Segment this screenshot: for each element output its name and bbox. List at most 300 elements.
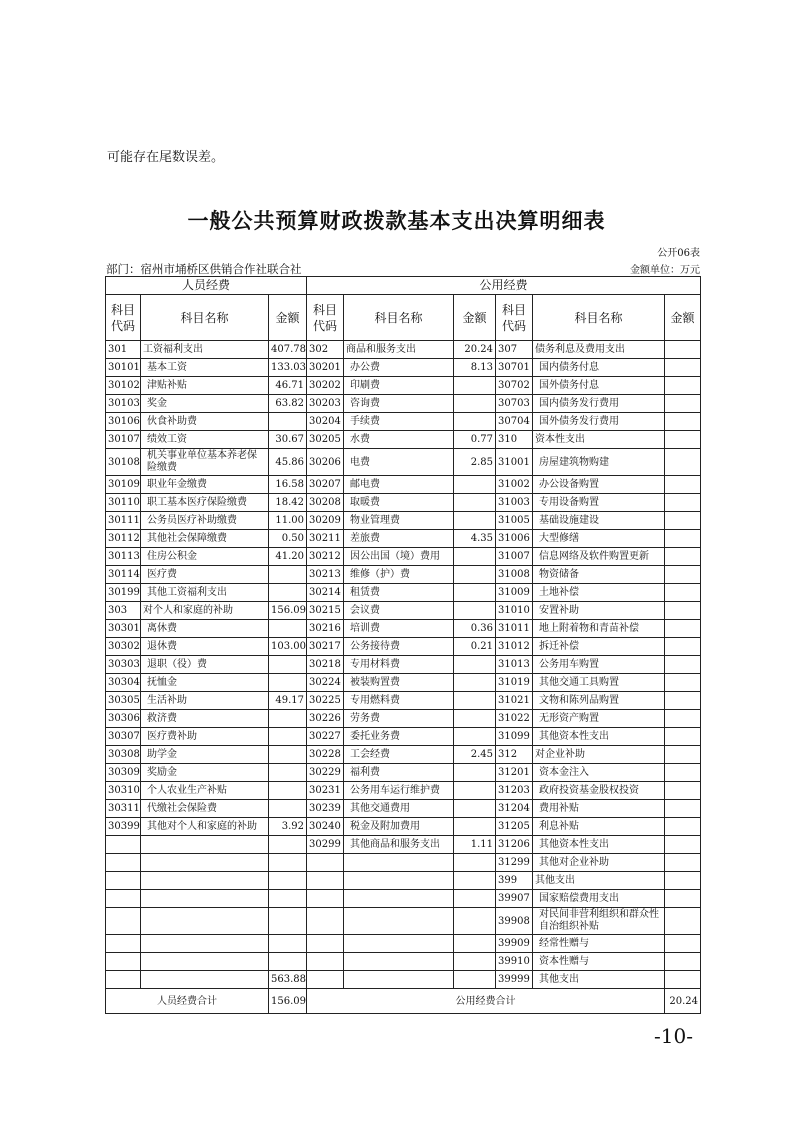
capital-name-cell: 安置补助 [533,602,665,620]
public-name-cell [344,953,454,971]
personnel-code-cell: 30310 [106,782,141,800]
capital-code-cell: 399 [496,872,533,890]
public-code-cell: 30239 [307,800,344,818]
public-name-cell: 商品和服务支出 [344,341,454,359]
capital-code-cell: 30703 [496,395,533,413]
public-amount-cell: 0.77 [454,431,496,449]
public-name-cell: 劳务费 [344,710,454,728]
personnel-name-cell: 伙食补助费 [141,413,269,431]
capital-amount-cell [665,953,701,971]
public-amount-cell [454,512,496,530]
personnel-code-cell: 30301 [106,620,141,638]
personnel-code-cell [106,971,141,989]
capital-code-cell: 31002 [496,476,533,494]
personnel-amount-cell: 18.42 [269,494,307,512]
personnel-total-value: 156.09 [269,989,307,1014]
personnel-name-cell: 对个人和家庭的补助 [141,602,269,620]
capital-name-cell: 专用设备购置 [533,494,665,512]
capital-name-cell: 费用补贴 [533,800,665,818]
public-amount-cell: 0.21 [454,638,496,656]
table-row [106,620,701,638]
public-code-cell: 30240 [307,818,344,836]
public-name-cell: 印刷费 [344,377,454,395]
capital-name-cell: 国家赔偿费用支出 [533,890,665,908]
capital-name-cell: 经常性赠与 [533,935,665,953]
personnel-code-cell [106,872,141,890]
public-code-cell: 30213 [307,566,344,584]
code-header: 科目代码 [496,295,533,341]
capital-name-cell: 拆迁补偿 [533,638,665,656]
capital-code-cell: 31203 [496,782,533,800]
capital-name-cell: 对企业补助 [533,746,665,764]
table-row [106,674,701,692]
public-name-cell: 被装购置费 [344,674,454,692]
unit-label: 金额单位：万元 [630,265,700,276]
public-amount-cell: 1.11 [454,836,496,854]
capital-amount-cell [665,800,701,818]
personnel-code-cell: 30307 [106,728,141,746]
personnel-name-cell: 离休费 [141,620,269,638]
public-code-cell: 30231 [307,782,344,800]
public-code-cell: 30229 [307,764,344,782]
public-code-cell: 30217 [307,638,344,656]
department-label: 部门：宿州市埇桥区供销合作社联合社 [106,262,302,276]
public-total-value: 20.24 [665,989,701,1014]
personnel-amount-cell: 563.88 [269,971,307,989]
capital-amount-cell [665,746,701,764]
personnel-name-cell [141,872,269,890]
capital-amount-cell [665,413,701,431]
total-row [106,989,701,1014]
capital-amount-cell [665,566,701,584]
personnel-name-cell: 基本工资 [141,359,269,377]
public-code-cell [307,953,344,971]
personnel-total-label: 人员经费合计 [106,989,269,1014]
capital-code-cell: 31009 [496,584,533,602]
capital-name-cell: 国内债务付息 [533,359,665,377]
public-amount-cell: 2.85 [454,449,496,476]
capital-amount-cell [665,836,701,854]
public-code-cell: 30216 [307,620,344,638]
personnel-code-cell: 30101 [106,359,141,377]
personnel-code-cell: 30108 [106,449,141,476]
table-row [106,530,701,548]
personnel-code-cell: 30110 [106,494,141,512]
personnel-amount-cell [269,854,307,872]
capital-code-cell: 31006 [496,530,533,548]
public-name-cell [344,935,454,953]
personnel-amount-cell [269,566,307,584]
personnel-amount-cell: 41.20 [269,548,307,566]
personnel-name-cell: 津贴补贴 [141,377,269,395]
public-name-cell: 培训费 [344,620,454,638]
footnote: 可能存在尾数误差。 [107,150,225,165]
public-amount-cell [454,710,496,728]
public-amount-cell [454,953,496,971]
form-code: 公开06表 [657,248,700,259]
public-amount-cell [454,692,496,710]
capital-amount-cell [665,935,701,953]
public-name-cell: 福利费 [344,764,454,782]
personnel-code-cell: 30106 [106,413,141,431]
personnel-amount-cell [269,935,307,953]
personnel-name-cell: 医疗费补助 [141,728,269,746]
capital-amount-cell [665,908,701,935]
personnel-name-cell: 绩效工资 [141,431,269,449]
capital-amount-cell [665,692,701,710]
public-name-cell: 差旅费 [344,530,454,548]
personnel-amount-cell: 3.92 [269,818,307,836]
table-row [106,935,701,953]
capital-amount-cell [665,476,701,494]
personnel-code-cell: 30111 [106,512,141,530]
capital-amount-cell [665,494,701,512]
capital-name-cell: 基础设施建设 [533,512,665,530]
capital-code-cell: 31005 [496,512,533,530]
personnel-name-cell: 生活补助 [141,692,269,710]
personnel-code-cell: 30114 [106,566,141,584]
public-name-cell: 租赁费 [344,584,454,602]
capital-name-cell: 无形资产购置 [533,710,665,728]
capital-name-cell: 国内债务发行费用 [533,395,665,413]
capital-code-cell: 312 [496,746,533,764]
table-row [106,728,701,746]
capital-name-cell: 政府投资基金股权投资 [533,782,665,800]
table-row [106,395,701,413]
public-code-cell: 30208 [307,494,344,512]
public-amount-cell [454,800,496,818]
public-name-cell: 税金及附加费用 [344,818,454,836]
capital-name-cell: 资本性支出 [533,431,665,449]
table-row [106,746,701,764]
public-code-cell: 30214 [307,584,344,602]
table-row [106,692,701,710]
public-amount-cell [454,782,496,800]
capital-name-cell: 债务利息及费用支出 [533,341,665,359]
personnel-code-cell [106,836,141,854]
capital-code-cell: 307 [496,341,533,359]
amount-header: 金额 [269,295,307,341]
public-amount-cell [454,818,496,836]
capital-name-cell: 利息补贴 [533,818,665,836]
personnel-amount-cell [269,782,307,800]
capital-name-cell: 物资储备 [533,566,665,584]
public-name-cell: 办公费 [344,359,454,377]
public-amount-cell: 8.13 [454,359,496,377]
personnel-name-cell: 奖金 [141,395,269,413]
table-row [106,800,701,818]
personnel-name-cell [141,890,269,908]
personnel-amount-cell [269,764,307,782]
public-total-label: 公用经费合计 [307,989,665,1014]
capital-amount-cell [665,602,701,620]
public-amount-cell [454,674,496,692]
personnel-name-cell: 代缴社会保险费 [141,800,269,818]
table-row [106,359,701,377]
public-amount-cell [454,728,496,746]
capital-name-cell: 其他对企业补助 [533,854,665,872]
table-row [106,638,701,656]
public-name-cell: 因公出国（境）费用 [344,548,454,566]
capital-code-cell: 310 [496,431,533,449]
capital-amount-cell [665,854,701,872]
personnel-amount-cell [269,890,307,908]
public-code-cell: 30206 [307,449,344,476]
page-title: 一般公共预算财政拨款基本支出决算明细表 [187,208,606,233]
personnel-amount-cell: 0.50 [269,530,307,548]
personnel-code-cell: 30311 [106,800,141,818]
public-code-cell [307,908,344,935]
name-header: 科目名称 [141,295,269,341]
public-code-cell: 30211 [307,530,344,548]
table-row [106,431,701,449]
public-amount-cell: 2.45 [454,746,496,764]
capital-code-cell: 31204 [496,800,533,818]
capital-amount-cell [665,449,701,476]
table-row [106,548,701,566]
personnel-amount-cell [269,800,307,818]
capital-code-cell: 39908 [496,908,533,935]
capital-amount-cell [665,584,701,602]
amount-header: 金额 [665,295,701,341]
personnel-code-cell: 30303 [106,656,141,674]
public-amount-cell [454,908,496,935]
public-code-cell [307,854,344,872]
public-code-cell: 30225 [307,692,344,710]
personnel-code-cell: 30308 [106,746,141,764]
table-row [106,602,701,620]
table-row [106,854,701,872]
table-row [106,818,701,836]
personnel-code-cell: 30399 [106,818,141,836]
capital-amount-cell [665,377,701,395]
table-row [106,476,701,494]
capital-name-cell: 文物和陈列品购置 [533,692,665,710]
public-code-cell: 30207 [307,476,344,494]
capital-code-cell: 31021 [496,692,533,710]
table-row [106,890,701,908]
personnel-code-cell: 301 [106,341,141,359]
table-row [106,872,701,890]
personnel-amount-cell: 11.00 [269,512,307,530]
capital-code-cell: 39999 [496,971,533,989]
public-name-cell: 专用燃料费 [344,692,454,710]
public-name-cell: 咨询费 [344,395,454,413]
table-row [106,656,701,674]
personnel-amount-cell: 46.71 [269,377,307,395]
capital-amount-cell [665,431,701,449]
personnel-amount-cell [269,584,307,602]
public-code-cell: 302 [307,341,344,359]
capital-amount-cell [665,782,701,800]
personnel-code-cell: 30102 [106,377,141,395]
table-row [106,413,701,431]
capital-code-cell: 30702 [496,377,533,395]
page-number: -10- [654,1024,693,1048]
capital-code-cell: 31206 [496,836,533,854]
capital-code-cell: 39907 [496,890,533,908]
capital-name-cell: 地上附着物和青苗补偿 [533,620,665,638]
public-amount-cell [454,566,496,584]
public-code-cell: 30201 [307,359,344,377]
capital-code-cell: 31012 [496,638,533,656]
capital-name-cell: 其他资本性支出 [533,728,665,746]
expenditure-table [105,276,701,1014]
public-name-cell [344,908,454,935]
table-row [106,710,701,728]
capital-name-cell: 办公设备购置 [533,476,665,494]
capital-amount-cell [665,818,701,836]
personnel-amount-cell [269,908,307,935]
personnel-name-cell: 其他社会保障缴费 [141,530,269,548]
capital-name-cell: 国外债务付息 [533,377,665,395]
personnel-name-cell: 奖励金 [141,764,269,782]
public-name-cell: 电费 [344,449,454,476]
public-code-cell: 30299 [307,836,344,854]
capital-code-cell: 31019 [496,674,533,692]
capital-code-cell: 31205 [496,818,533,836]
capital-amount-cell [665,395,701,413]
personnel-name-cell: 职业年金缴费 [141,476,269,494]
personnel-code-cell: 30112 [106,530,141,548]
capital-code-cell: 39909 [496,935,533,953]
table-row [106,449,701,476]
public-name-cell [344,890,454,908]
public-amount-cell [454,872,496,890]
personnel-amount-cell [269,674,307,692]
table-row [106,836,701,854]
personnel-code-cell: 30302 [106,638,141,656]
personnel-code-cell: 303 [106,602,141,620]
public-amount-cell: 0.36 [454,620,496,638]
public-amount-cell [454,935,496,953]
public-code-cell: 30205 [307,431,344,449]
public-code-cell: 30227 [307,728,344,746]
table-row [106,953,701,971]
public-name-cell: 专用材料费 [344,656,454,674]
table-row [106,782,701,800]
public-code-cell: 30218 [307,656,344,674]
capital-amount-cell [665,512,701,530]
capital-code-cell: 31022 [496,710,533,728]
personnel-code-cell: 30199 [106,584,141,602]
personnel-amount-cell [269,413,307,431]
capital-code-cell: 31013 [496,656,533,674]
public-amount-cell [454,548,496,566]
personnel-name-cell [141,836,269,854]
public-code-cell: 30209 [307,512,344,530]
public-name-cell: 邮电费 [344,476,454,494]
personnel-code-cell: 30103 [106,395,141,413]
public-amount-cell [454,413,496,431]
capital-name-cell: 国外债务发行费用 [533,413,665,431]
personnel-name-cell: 机关事业单位基本养老保险缴费 [141,449,269,476]
public-name-cell [344,971,454,989]
capital-code-cell: 31007 [496,548,533,566]
capital-amount-cell [665,359,701,377]
personnel-code-cell: 30306 [106,710,141,728]
table-row [106,512,701,530]
personnel-code-cell [106,953,141,971]
personnel-name-cell [141,971,269,989]
capital-amount-cell [665,656,701,674]
personnel-name-cell [141,854,269,872]
public-amount-cell [454,395,496,413]
capital-amount-cell [665,530,701,548]
public-name-cell: 会议费 [344,602,454,620]
personnel-name-cell: 抚恤金 [141,674,269,692]
personnel-header: 人员经费 [106,277,307,295]
table-row [106,764,701,782]
public-code-cell [307,872,344,890]
personnel-amount-cell [269,710,307,728]
public-amount-cell [454,377,496,395]
public-code-cell: 30212 [307,548,344,566]
personnel-amount-cell [269,728,307,746]
capital-code-cell: 31201 [496,764,533,782]
capital-name-cell: 其他资本性支出 [533,836,665,854]
public-code-cell: 30202 [307,377,344,395]
capital-code-cell: 30701 [496,359,533,377]
public-amount-cell: 4.35 [454,530,496,548]
public-code-cell [307,971,344,989]
personnel-name-cell: 退休费 [141,638,269,656]
capital-amount-cell [665,341,701,359]
public-name-cell: 手续费 [344,413,454,431]
capital-name-cell: 其他交通工具购置 [533,674,665,692]
public-amount-cell [454,890,496,908]
table-row [106,566,701,584]
capital-amount-cell [665,674,701,692]
public-name-cell: 水费 [344,431,454,449]
public-name-cell: 维修（护）费 [344,566,454,584]
capital-code-cell: 31011 [496,620,533,638]
public-amount-cell [454,494,496,512]
personnel-name-cell: 住房公积金 [141,548,269,566]
capital-amount-cell [665,890,701,908]
capital-amount-cell [665,971,701,989]
personnel-amount-cell: 45.86 [269,449,307,476]
personnel-code-cell: 30309 [106,764,141,782]
capital-code-cell: 39910 [496,953,533,971]
personnel-name-cell: 医疗费 [141,566,269,584]
capital-amount-cell [665,710,701,728]
table-row [106,908,701,935]
personnel-amount-cell [269,620,307,638]
personnel-amount-cell: 30.67 [269,431,307,449]
personnel-code-cell [106,908,141,935]
public-amount-cell [454,476,496,494]
personnel-code-cell [106,935,141,953]
capital-name-cell: 大型修缮 [533,530,665,548]
capital-amount-cell [665,728,701,746]
personnel-name-cell: 其他对个人和家庭的补助 [141,818,269,836]
public-name-cell: 委托业务费 [344,728,454,746]
code-header: 科目代码 [106,295,141,341]
public-code-cell: 30226 [307,710,344,728]
name-header: 科目名称 [344,295,454,341]
name-header: 科目名称 [533,295,665,341]
public-name-cell: 其他交通费用 [344,800,454,818]
code-header: 科目代码 [307,295,344,341]
public-code-cell: 30228 [307,746,344,764]
personnel-code-cell: 30304 [106,674,141,692]
amount-header: 金额 [454,295,496,341]
public-name-cell [344,872,454,890]
personnel-code-cell: 30305 [106,692,141,710]
capital-name-cell: 公务用车购置 [533,656,665,674]
personnel-code-cell: 30107 [106,431,141,449]
